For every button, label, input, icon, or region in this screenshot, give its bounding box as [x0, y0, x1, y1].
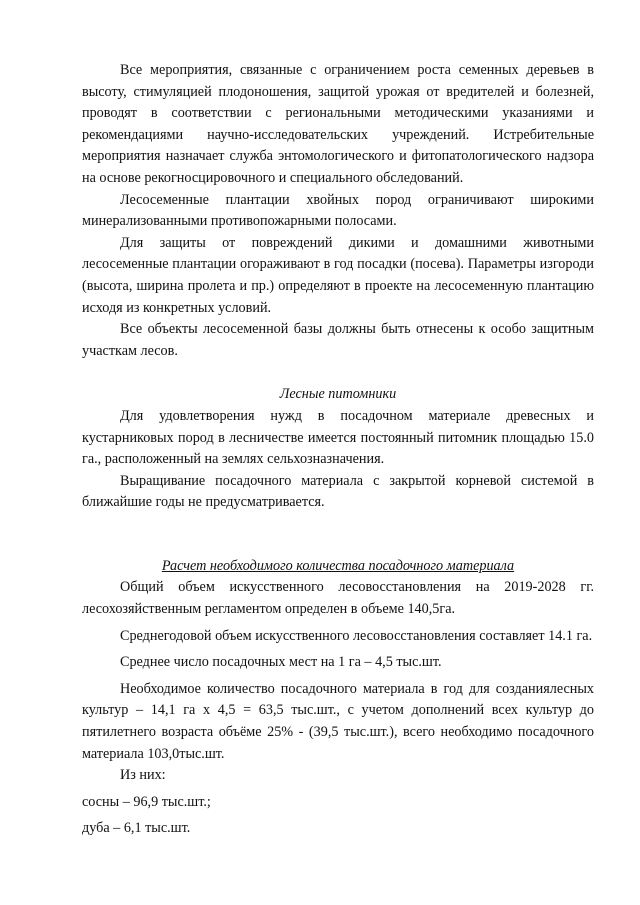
paragraph-planting-spots: Среднее число посадочных мест на 1 га – 4,5 тыс.шт.	[120, 654, 442, 671]
paragraph-total-volume: Общий объем искусственного лесовосстановления на 2019-2028 гг. лесохозяйственным регламентом определен в объеме 140,5га.	[82, 579, 594, 618]
paragraph-protected-areas: Все объекты лесосеменной базы должны быть отнесены к особо защитным участкам лесов.	[82, 321, 594, 359]
paragraph-fencing: Для защиты от повреждений дикими и домашними животными лесосеменные плантации огораживают в год посадки (посева). Параметры изгороди (высота, ширина пролета и пр.) определяют в проекте на лесосеменную плантацию исходя из конкретных условий.	[82, 234, 594, 316]
list-item-oak: дуба – 6,1 тыс.шт.	[82, 820, 191, 837]
list-intro: Из них:	[120, 767, 166, 784]
paragraph-firebreaks: Лесосеменные плантации хвойных пород ограничивают широкими минерализованными противопожарными полосами.	[82, 191, 594, 230]
paragraph-seed-trees-measures: Все мероприятия, связанные с ограничением роста семенных деревьев в высоту, стимуляцией плодоношения, защитой урожая от вредителей и болезней, проводят в соответствии с региональными методическими указаниями и рекомендациями научно-исследовательских учреждений. Истребительные мероприятия назначает служба энтомологического и фитопатологического надзора на основе рекогносцировочного и специального обследований.	[82, 62, 594, 186]
paragraph-required-material: Необходимое количество посадочного материала в год для созданиялесных культур – 14,1 га х 4,5 = 63,5 тыс.шт., с учетом дополнений всех культур до пятилетнего возраста объёме 25% - (39,5 тыс.шт.), всего необходимо посадочного материала 103,0тыс.шт.	[82, 680, 594, 762]
paragraph-closed-root-system: Выращивание посадочного материала с закрытой корневой системой в ближайшие годы не предусматривается.	[82, 472, 594, 511]
document-body	[82, 60, 594, 840]
paragraph-annual-volume: Среднегодовой объем искусственного лесовосстановления составляет 14.1 га.	[120, 627, 593, 644]
spacer	[82, 362, 594, 384]
heading-planting-material-calculation: Расчет необходимого количества посадочного материала	[161, 557, 515, 574]
list-item-pine: сосны – 96,9 тыс.шт.;	[82, 793, 211, 810]
spacer	[82, 514, 594, 556]
heading-forest-nurseries: Лесные питомники	[279, 386, 397, 403]
paragraph-nursery-area: Для удовлетворения нужд в посадочном материале древесных и кустарниковых пород в лесничестве имеется постоянный питомник площадью 15.0 га., расположенный на землях сельхозназначения.	[82, 407, 594, 468]
